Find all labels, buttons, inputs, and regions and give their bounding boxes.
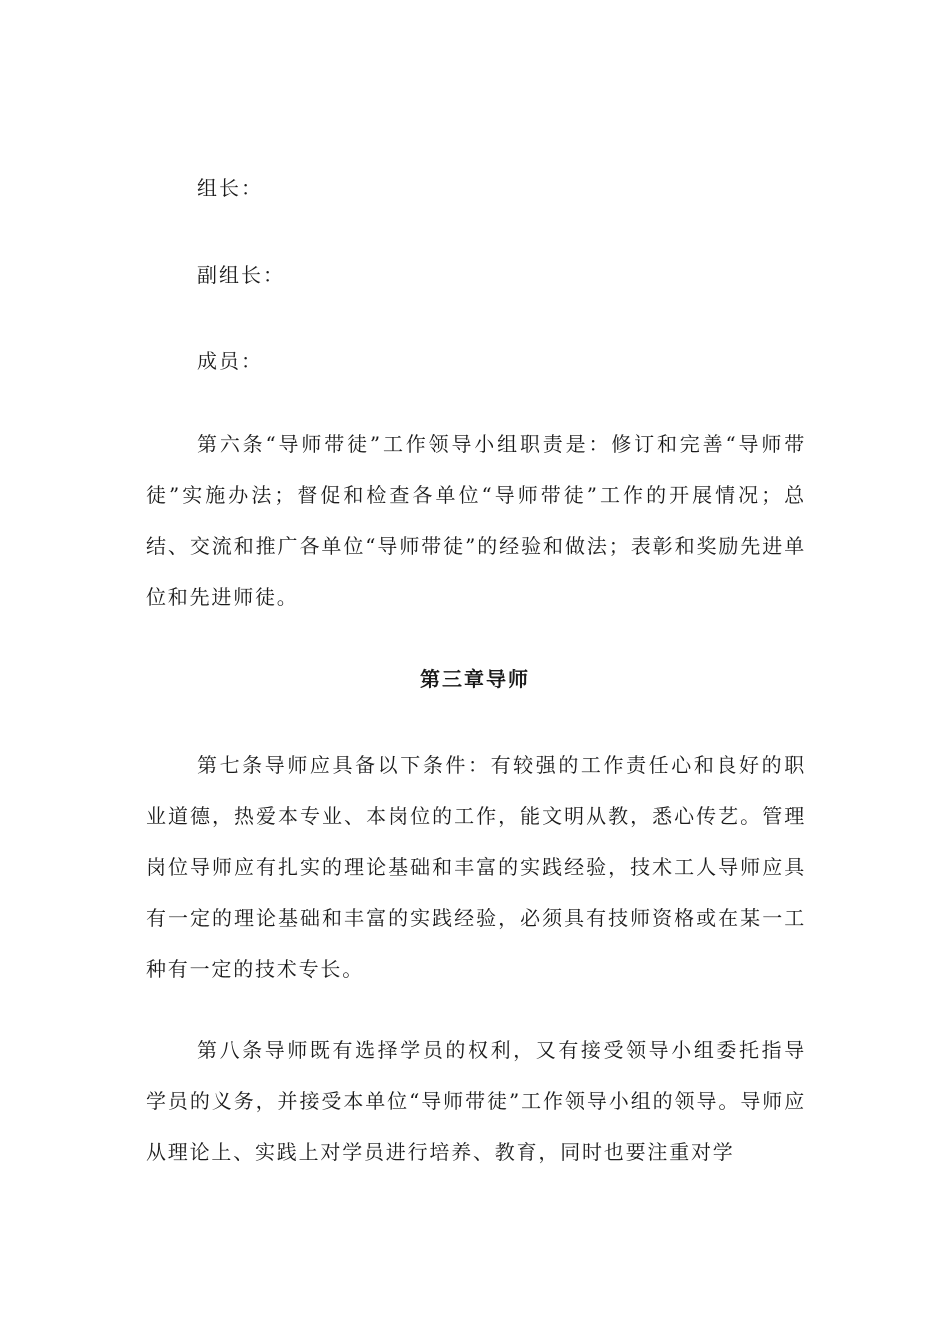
chapter-3-title: 第三章导师 (420, 667, 530, 691)
article-6-paragraph: 第六条“导师带徒”工作领导小组职责是：修订和完善“导师带徒”实施办法；督促和检查各单位“导师带徒”工作的开展情况；总结、交流和推广各单位“导师带徒”的经验和做法；表彰和奖励先进单位和先进师徒。 (146, 432, 806, 609)
deputy-leader-label: 副组长： (197, 263, 285, 287)
article-8-paragraph: 第八条导师既有选择学员的权利，又有接受领导小组委托指导学员的义务，并接受本单位“导师带徒”工作领导小组的领导。导师应从理论上、实践上对学员进行培养、教育，同时也要注重对学 (146, 1038, 806, 1164)
leader-label: 组长： (197, 176, 263, 200)
article-7-paragraph: 第七条导师应具备以下条件：有较强的工作责任心和良好的职业道德，热爱本专业、本岗位的工作，能文明从教，悉心传艺。管理岗位导师应有扎实的理论基础和丰富的实践经验，技术工人导师应具有一定的理论基础和丰富的实践经验，必须具有技师资格或在某一工种有一定的技术专长。 (146, 753, 806, 981)
members-label: 成员： (197, 349, 263, 373)
